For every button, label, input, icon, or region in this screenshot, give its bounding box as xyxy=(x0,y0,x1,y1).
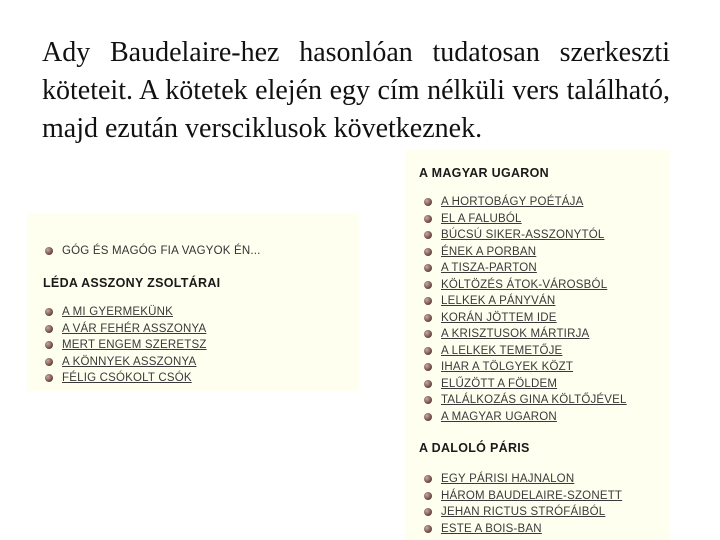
list-item[interactable] xyxy=(424,504,622,521)
list-item[interactable] xyxy=(424,194,627,211)
bullet-icon xyxy=(45,358,53,366)
bullet-icon xyxy=(45,374,53,382)
bullet-icon xyxy=(424,396,432,404)
poem-link[interactable]: TALÁLKOZÁS GINA KÖLTŐJÉVEL xyxy=(441,394,627,407)
left-poem-list-panel xyxy=(27,213,359,391)
bullet-icon xyxy=(424,508,432,516)
list-item[interactable] xyxy=(424,244,627,261)
list-item[interactable] xyxy=(424,409,627,426)
poem-link[interactable]: KORÁN JÖTTEM IDE xyxy=(441,311,557,324)
bullet-icon xyxy=(45,247,53,255)
list-item[interactable] xyxy=(45,354,207,371)
bullet-icon xyxy=(45,325,53,333)
poem-link[interactable]: EL A FALUBÓL xyxy=(441,212,522,225)
list-item[interactable] xyxy=(424,277,627,294)
bullet-icon xyxy=(424,492,432,500)
list-item[interactable] xyxy=(424,293,627,310)
poem-link[interactable]: ÉNEK A PORBAN xyxy=(441,245,537,258)
list-item[interactable] xyxy=(424,392,627,409)
poem-link[interactable]: HÁROM BAUDELAIRE-SZONETT xyxy=(441,489,623,502)
poem-link[interactable]: LELKEK A PÁNYVÁN xyxy=(441,295,556,308)
list-item[interactable] xyxy=(45,304,207,321)
list-item[interactable] xyxy=(424,471,622,488)
poem-link[interactable]: EGY PÁRISI HAJNALON xyxy=(441,473,575,486)
poem-link[interactable]: JEHAN RICTUS STRÓFÁIBÓL xyxy=(441,506,606,519)
bullet-icon xyxy=(424,475,432,483)
poem-link[interactable]: KÖLTÖZÉS ÁTOK-VÁROSBÓL xyxy=(441,278,608,291)
list-item[interactable] xyxy=(424,227,627,244)
list-item[interactable] xyxy=(424,310,627,327)
list-item[interactable] xyxy=(424,359,627,376)
bullet-icon xyxy=(424,198,432,206)
bullet-icon xyxy=(424,281,432,289)
list-item[interactable] xyxy=(424,488,622,505)
poem-link[interactable]: A VÁR FEHÉR ASSZONYA xyxy=(62,322,207,335)
bullet-icon xyxy=(424,347,432,355)
bullet-icon xyxy=(45,341,53,349)
poem-link[interactable]: A MI GYERMEKÜNK xyxy=(62,306,173,319)
poem-link[interactable]: ESTE A BOIS-BAN xyxy=(441,522,542,535)
section-title-leda: LÉDA ASSZONY ZSOLTÁRAI xyxy=(43,276,221,290)
bullet-icon xyxy=(424,525,432,533)
bullet-icon xyxy=(424,248,432,256)
opening-poem-label: GÓG ÉS MAGÓG FIA VAGYOK ÉN... xyxy=(62,245,261,258)
poem-link[interactable]: ELŰZÖTT A FÖLDEM xyxy=(441,377,558,390)
opening-poem-item xyxy=(45,243,261,260)
bullet-icon xyxy=(424,231,432,239)
poem-link[interactable]: BÚCSÚ SIKER-ASSZONYTÓL xyxy=(441,229,605,242)
bullet-icon xyxy=(424,363,432,371)
list-item[interactable] xyxy=(424,211,627,228)
list-item[interactable] xyxy=(424,326,627,343)
right-poem-list-panel xyxy=(405,150,670,540)
poem-link[interactable]: FÉLIG CSÓKOLT CSÓK xyxy=(62,372,192,385)
list-item[interactable] xyxy=(424,343,627,360)
poem-link[interactable]: A MAGYAR UGARON xyxy=(441,410,557,423)
bullet-icon xyxy=(424,314,432,322)
bullet-icon xyxy=(424,264,432,272)
poem-link[interactable]: MERT ENGEM SZERETSZ xyxy=(62,339,207,352)
list-item[interactable] xyxy=(424,521,622,538)
poem-link[interactable]: A LELKEK TEMETŐJE xyxy=(441,344,563,357)
bullet-icon xyxy=(424,330,432,338)
section-title-dalolo-paris: A DALOLÓ PÁRIS xyxy=(419,441,530,455)
poem-link[interactable]: A TISZA-PARTON xyxy=(441,262,537,275)
list-item[interactable] xyxy=(424,260,627,277)
bullet-icon xyxy=(424,297,432,305)
bullet-icon xyxy=(424,413,432,421)
list-item[interactable] xyxy=(45,337,207,354)
bullet-icon xyxy=(424,380,432,388)
poem-link[interactable]: A KRISZTUSOK MÁRTIRJA xyxy=(441,328,590,341)
section-title-magyar-ugaron: A MAGYAR UGARON xyxy=(419,166,549,180)
list-item[interactable] xyxy=(424,376,627,393)
intro-paragraph: Ady Baudelaire-hez hasonlóan tudatosan szerkeszti köteteit. A kötetek elején egy cím nélküli vers található, majd ezután versciklusok következnek. xyxy=(42,37,670,144)
poem-link[interactable]: A KÖNNYEK ASSZONYA xyxy=(62,355,197,368)
list-item[interactable] xyxy=(45,370,207,387)
poem-link[interactable]: A HORTOBÁGY POÉTÁJA xyxy=(441,196,584,209)
list-item[interactable] xyxy=(45,321,207,338)
poem-link[interactable]: IHAR A TÖLGYEK KÖZT xyxy=(441,361,574,374)
bullet-icon xyxy=(45,308,53,316)
bullet-icon xyxy=(424,215,432,223)
